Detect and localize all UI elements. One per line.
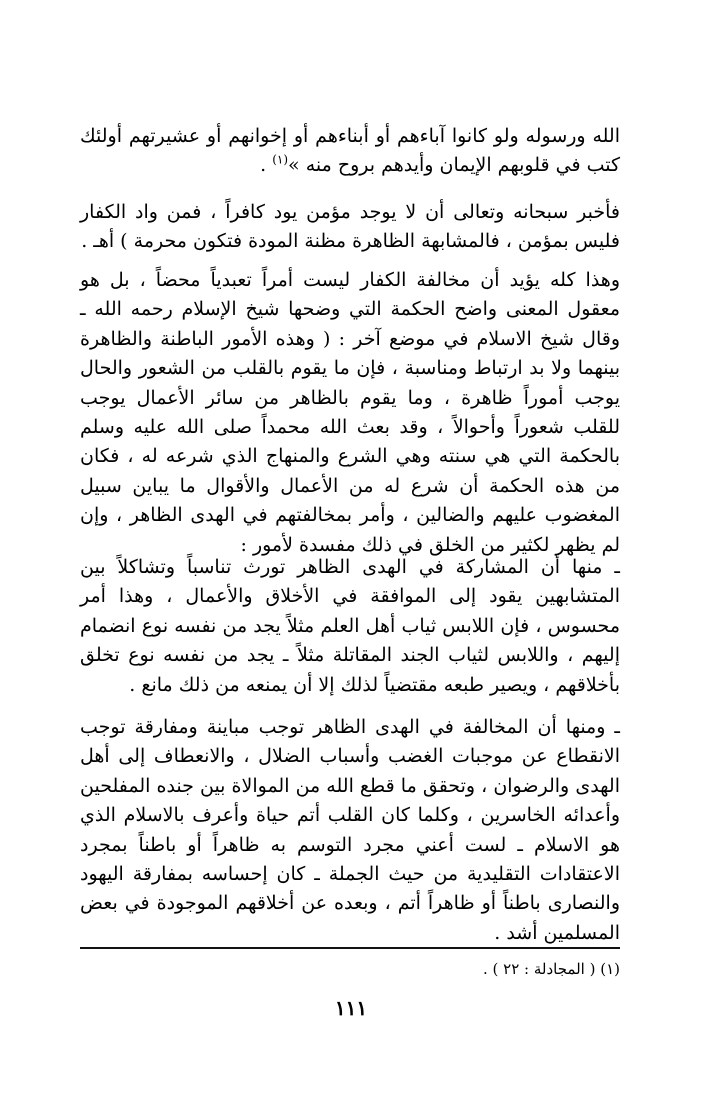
paragraph-main-argument [80, 266, 620, 560]
footnote-reference: (١) [272, 153, 289, 168]
paragraph-commentary [80, 198, 620, 257]
paragraph-text: ـ ومنها أن المخالفة في الهدى الظاهر توجب مباينة ومفارقة توجب الانقطاع عن موجبات الغضب وأسباب الضلال ، والانعطاف إلى أهل الهدى والرضوان ، وتحقق ما قطع الله من الموالاة بين جنده المفلحين وأعدائه الخاسرين ، وكلما كان القلب أتم حياة وأعرف بالاسلام الذي هو الاسلام ـ لست أعني مجرد التوسم به ظاهراً أو باطناً بمجرد الاعتقادات التقليدية من حيث الجملة ـ كان إحساسه بمفارقة اليهود والنصارى باطناً أو ظاهراً أتم ، وبعده عن أخلاقهم الموجودة في بعض المسلمين أشد . [80, 716, 620, 944]
paragraph-text: ـ منها أن المشاركة في الهدى الظاهر تورث تناسباً وتشاكلاً بين المتشابهين يقود إلى الموافقة في الأخلاق والأعمال ، وهذا أمر محسوس ، فإن اللابس ثياب أهل العلم مثلاً يجد من نفسه نوع انضمام إليهم ، واللابس لثياب الجند المقاتلة مثلاً ـ يجد من نفسه نوع تخلق بأخلاقهم ، ويصير طبعه مقتضياً لذلك إلا أن يمنعه من ذلك مانع . [80, 556, 620, 696]
paragraph-text: وهذا كله يؤيد أن مخالفة الكفار ليست أمراً تعبدياً محضاً ، بل هو معقول المعنى واضح الحكمة التي وضحها شيخ الإسلام رحمه الله ـ وقال شيخ الاسلام في موضع آخر : ( وهذه الأمور الباطنة والظاهرة بينهما ولا بد ارتباط ومناسبة ، فإن ما يقوم بالقلب من الشعور والحال يوجب أموراً ظاهرة ، وما يقوم بالظاهر من سائر الأعمال يوجب للقلب شعوراً وأحوالاً ، وقد بعث الله محمداً صلى الله عليه وسلم بالحكمة التي هي سنته وهي الشرع والمنهاج الذي شرعه له ، فكان من هذه الحكمة أن شرع له من الأعمال والأقوال ما يباين سبيل المغضوب عليهم والضالين ، وأمر بمخالفتهم في الهدى الظاهر ، وإن لم يظهر لكثير من الخلق في ذلك مفسدة لأمور : [80, 269, 620, 556]
footnote-separator [80, 947, 620, 949]
paragraph-tail: . [260, 154, 273, 177]
page-number: ١١١ [334, 996, 368, 1020]
paragraph-text: الله ورسوله ولو كانوا آباءهم أو أبناءهم أو إخوانهم أو عشيرتهم أولئك كتب في قلوبهم الإيمان وأيدهم بروح منه » [80, 125, 620, 177]
paragraph-quran-quote-end [80, 122, 620, 181]
footnote: (١) ( المجادلة : ٢٢ ) . [483, 960, 620, 978]
paragraph-second-reason [80, 713, 620, 948]
paragraph-text: فأخبر سبحانه وتعالى أن لا يوجد مؤمن يود كافراً ، فمن واد الكفار فليس بمؤمن ، فالمشابهة الظاهرة مظنة المودة فتكون محرمة ) أهـ . [80, 201, 620, 253]
paragraph-first-reason [80, 553, 620, 700]
